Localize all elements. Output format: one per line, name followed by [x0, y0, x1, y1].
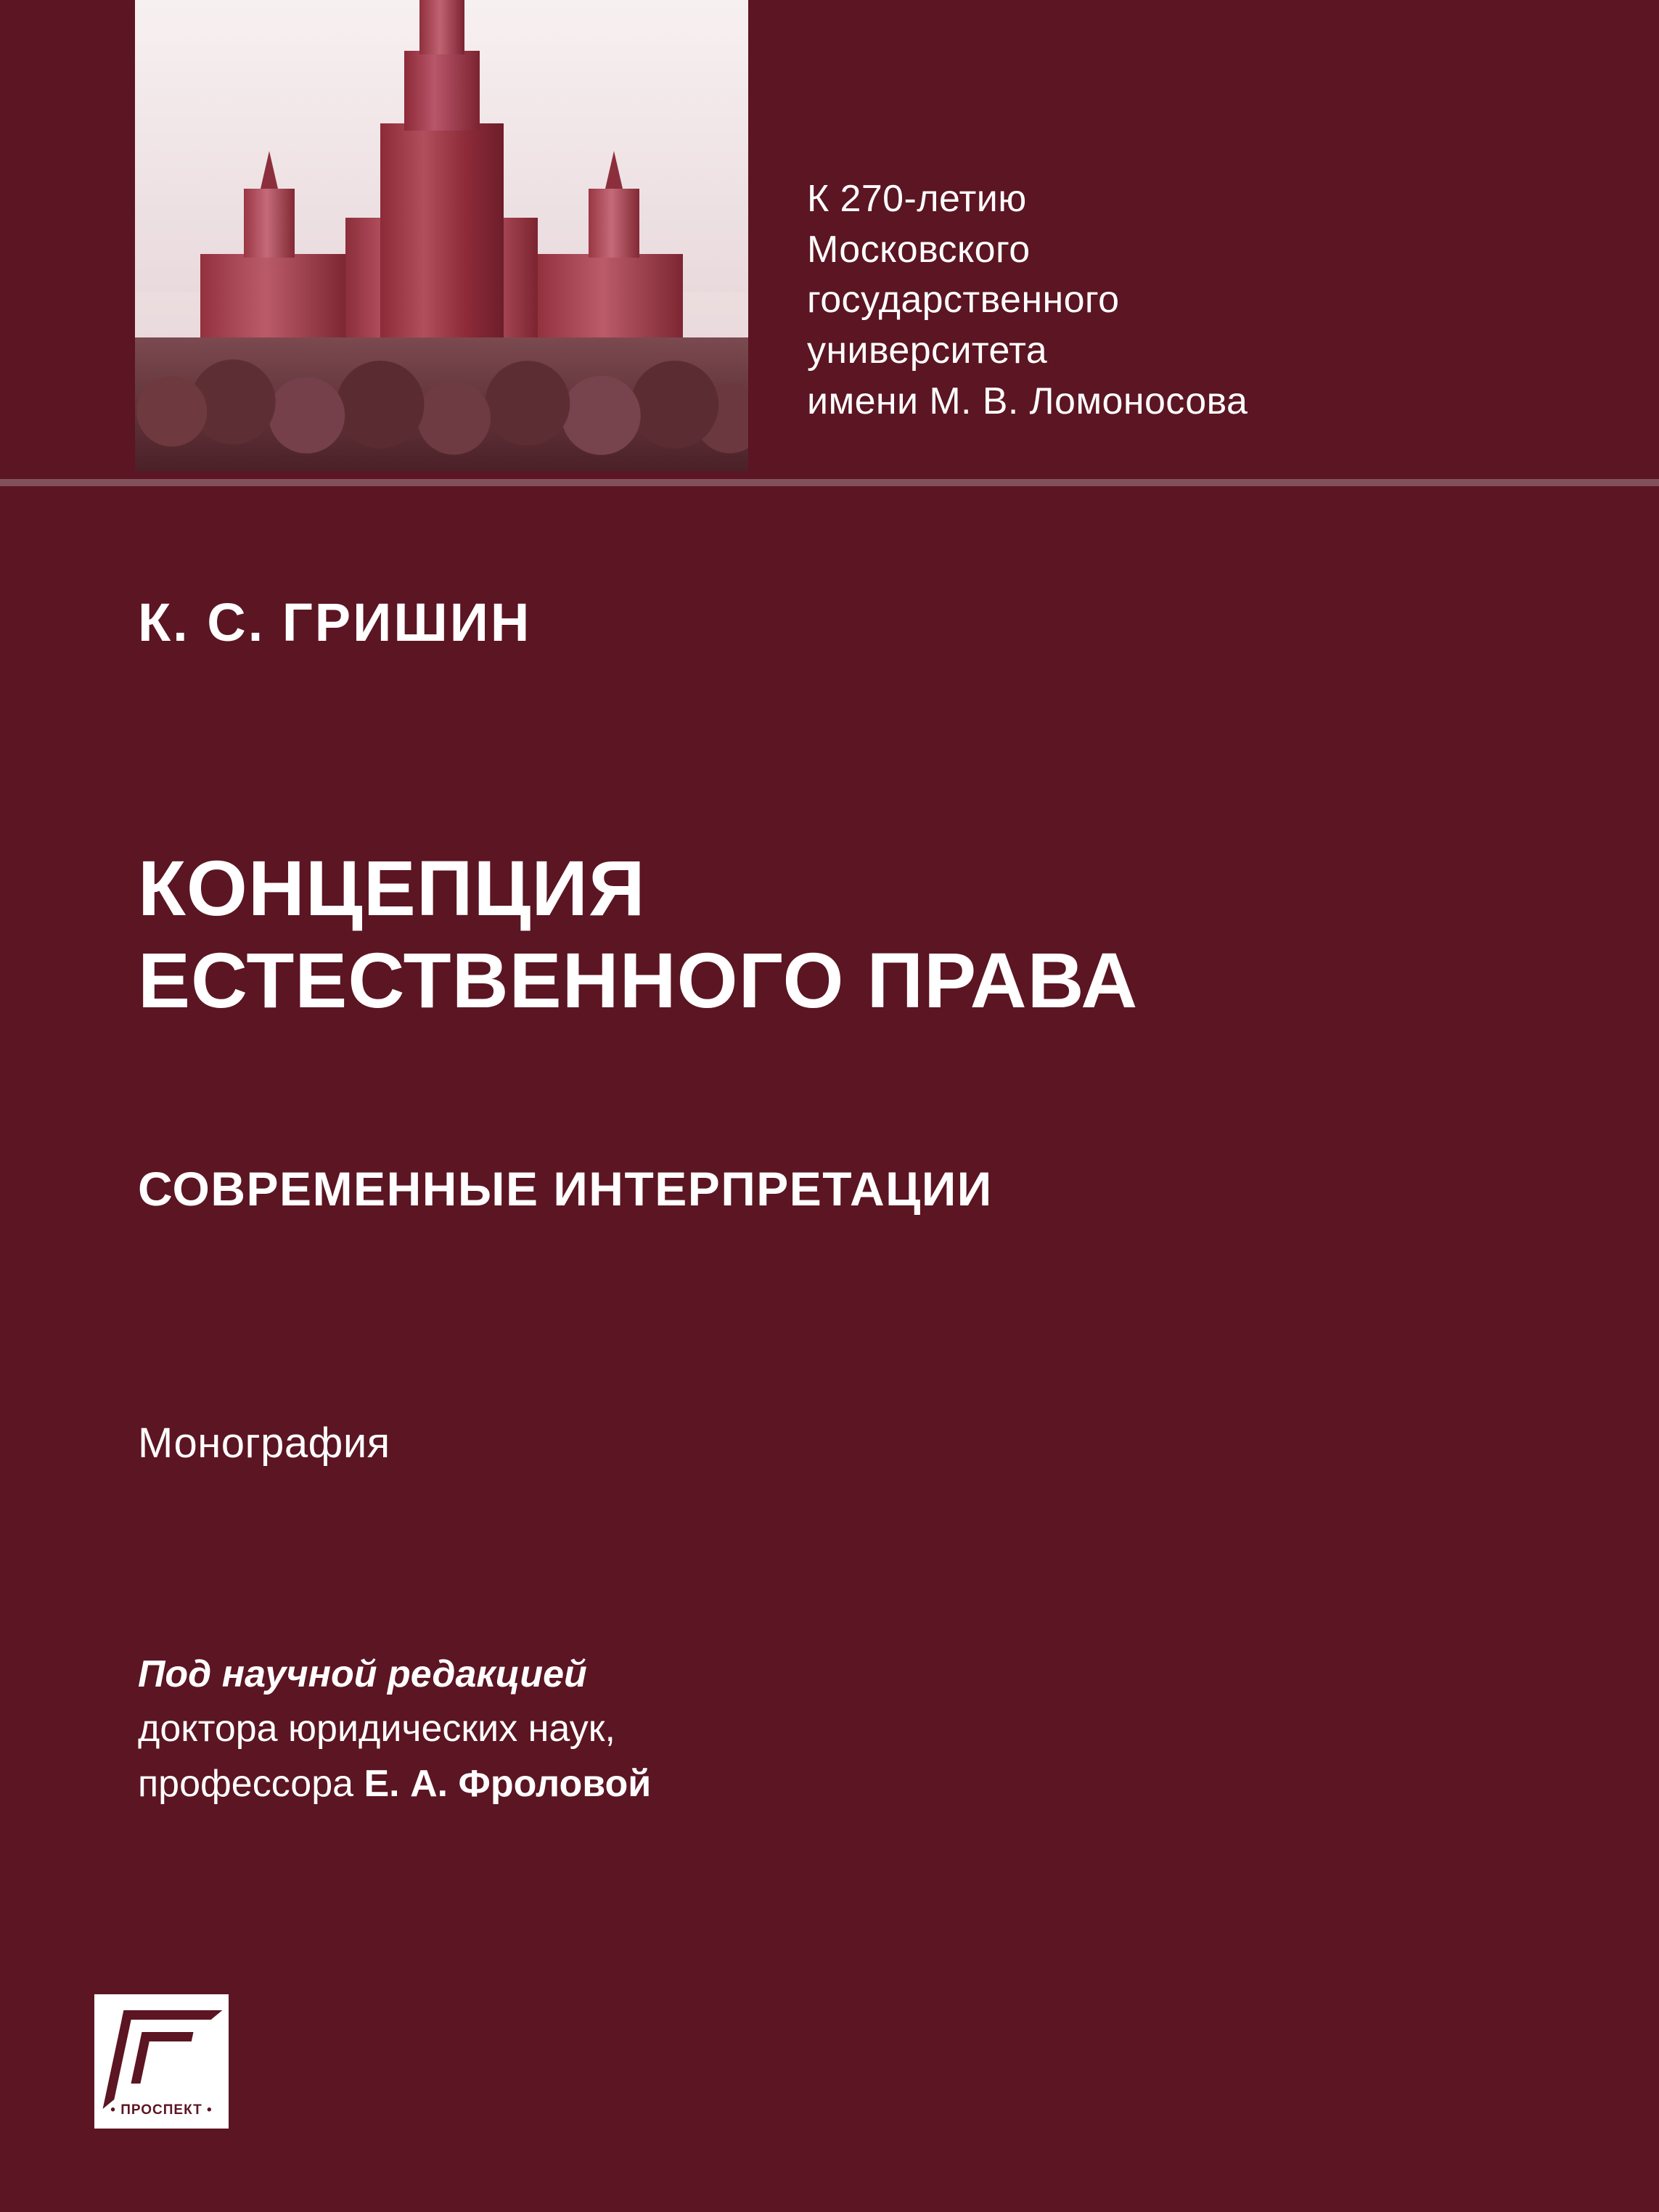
building-tower-step-1	[404, 51, 480, 131]
editor-title-prefix: профессора	[138, 1762, 364, 1805]
msu-photo	[135, 0, 748, 472]
anniversary-line-4: университета	[807, 329, 1048, 372]
publisher-logo	[94, 1994, 229, 2129]
cover-top-band	[0, 0, 1659, 479]
book-genre: Монография	[138, 1420, 390, 1467]
book-title-line-1: КОНЦЕПЦИЯ	[138, 844, 646, 932]
building-side-tower-right	[589, 189, 639, 258]
publisher-name: • ПРОСПЕКТ •	[110, 2102, 213, 2118]
horizontal-divider	[0, 479, 1659, 486]
building-side-tower-left	[244, 189, 295, 258]
author-name: К. С. ГРИШИН	[138, 592, 532, 652]
anniversary-line-1: К 270-летию	[807, 178, 1027, 220]
prospekt-logo-icon	[94, 1994, 229, 2129]
editor-name: Е. А. Фроловой	[364, 1762, 652, 1805]
building-central-tower	[380, 123, 504, 363]
anniversary-line-3: государственного	[807, 279, 1120, 321]
msu-photo-image	[135, 0, 748, 472]
book-title	[138, 842, 1517, 1027]
editor-degree: доктора юридических наук,	[138, 1708, 615, 1750]
anniversary-note	[807, 174, 1533, 427]
building-tower-step-2	[419, 0, 464, 54]
book-title-line-2: ЕСТЕСТВЕННОГО ПРАВА	[138, 936, 1139, 1025]
anniversary-line-2: Московского	[807, 228, 1031, 271]
editor-label: Под научной редакцией	[138, 1653, 587, 1695]
editor-name-line	[138, 1757, 651, 1811]
anniversary-line-5: имени М. В. Ломоносова	[807, 380, 1248, 422]
editor-block	[138, 1647, 651, 1811]
foreground-trees	[135, 337, 748, 472]
book-subtitle: СОВРЕМЕННЫЕ ИНТЕРПРЕТАЦИИ	[138, 1162, 993, 1216]
